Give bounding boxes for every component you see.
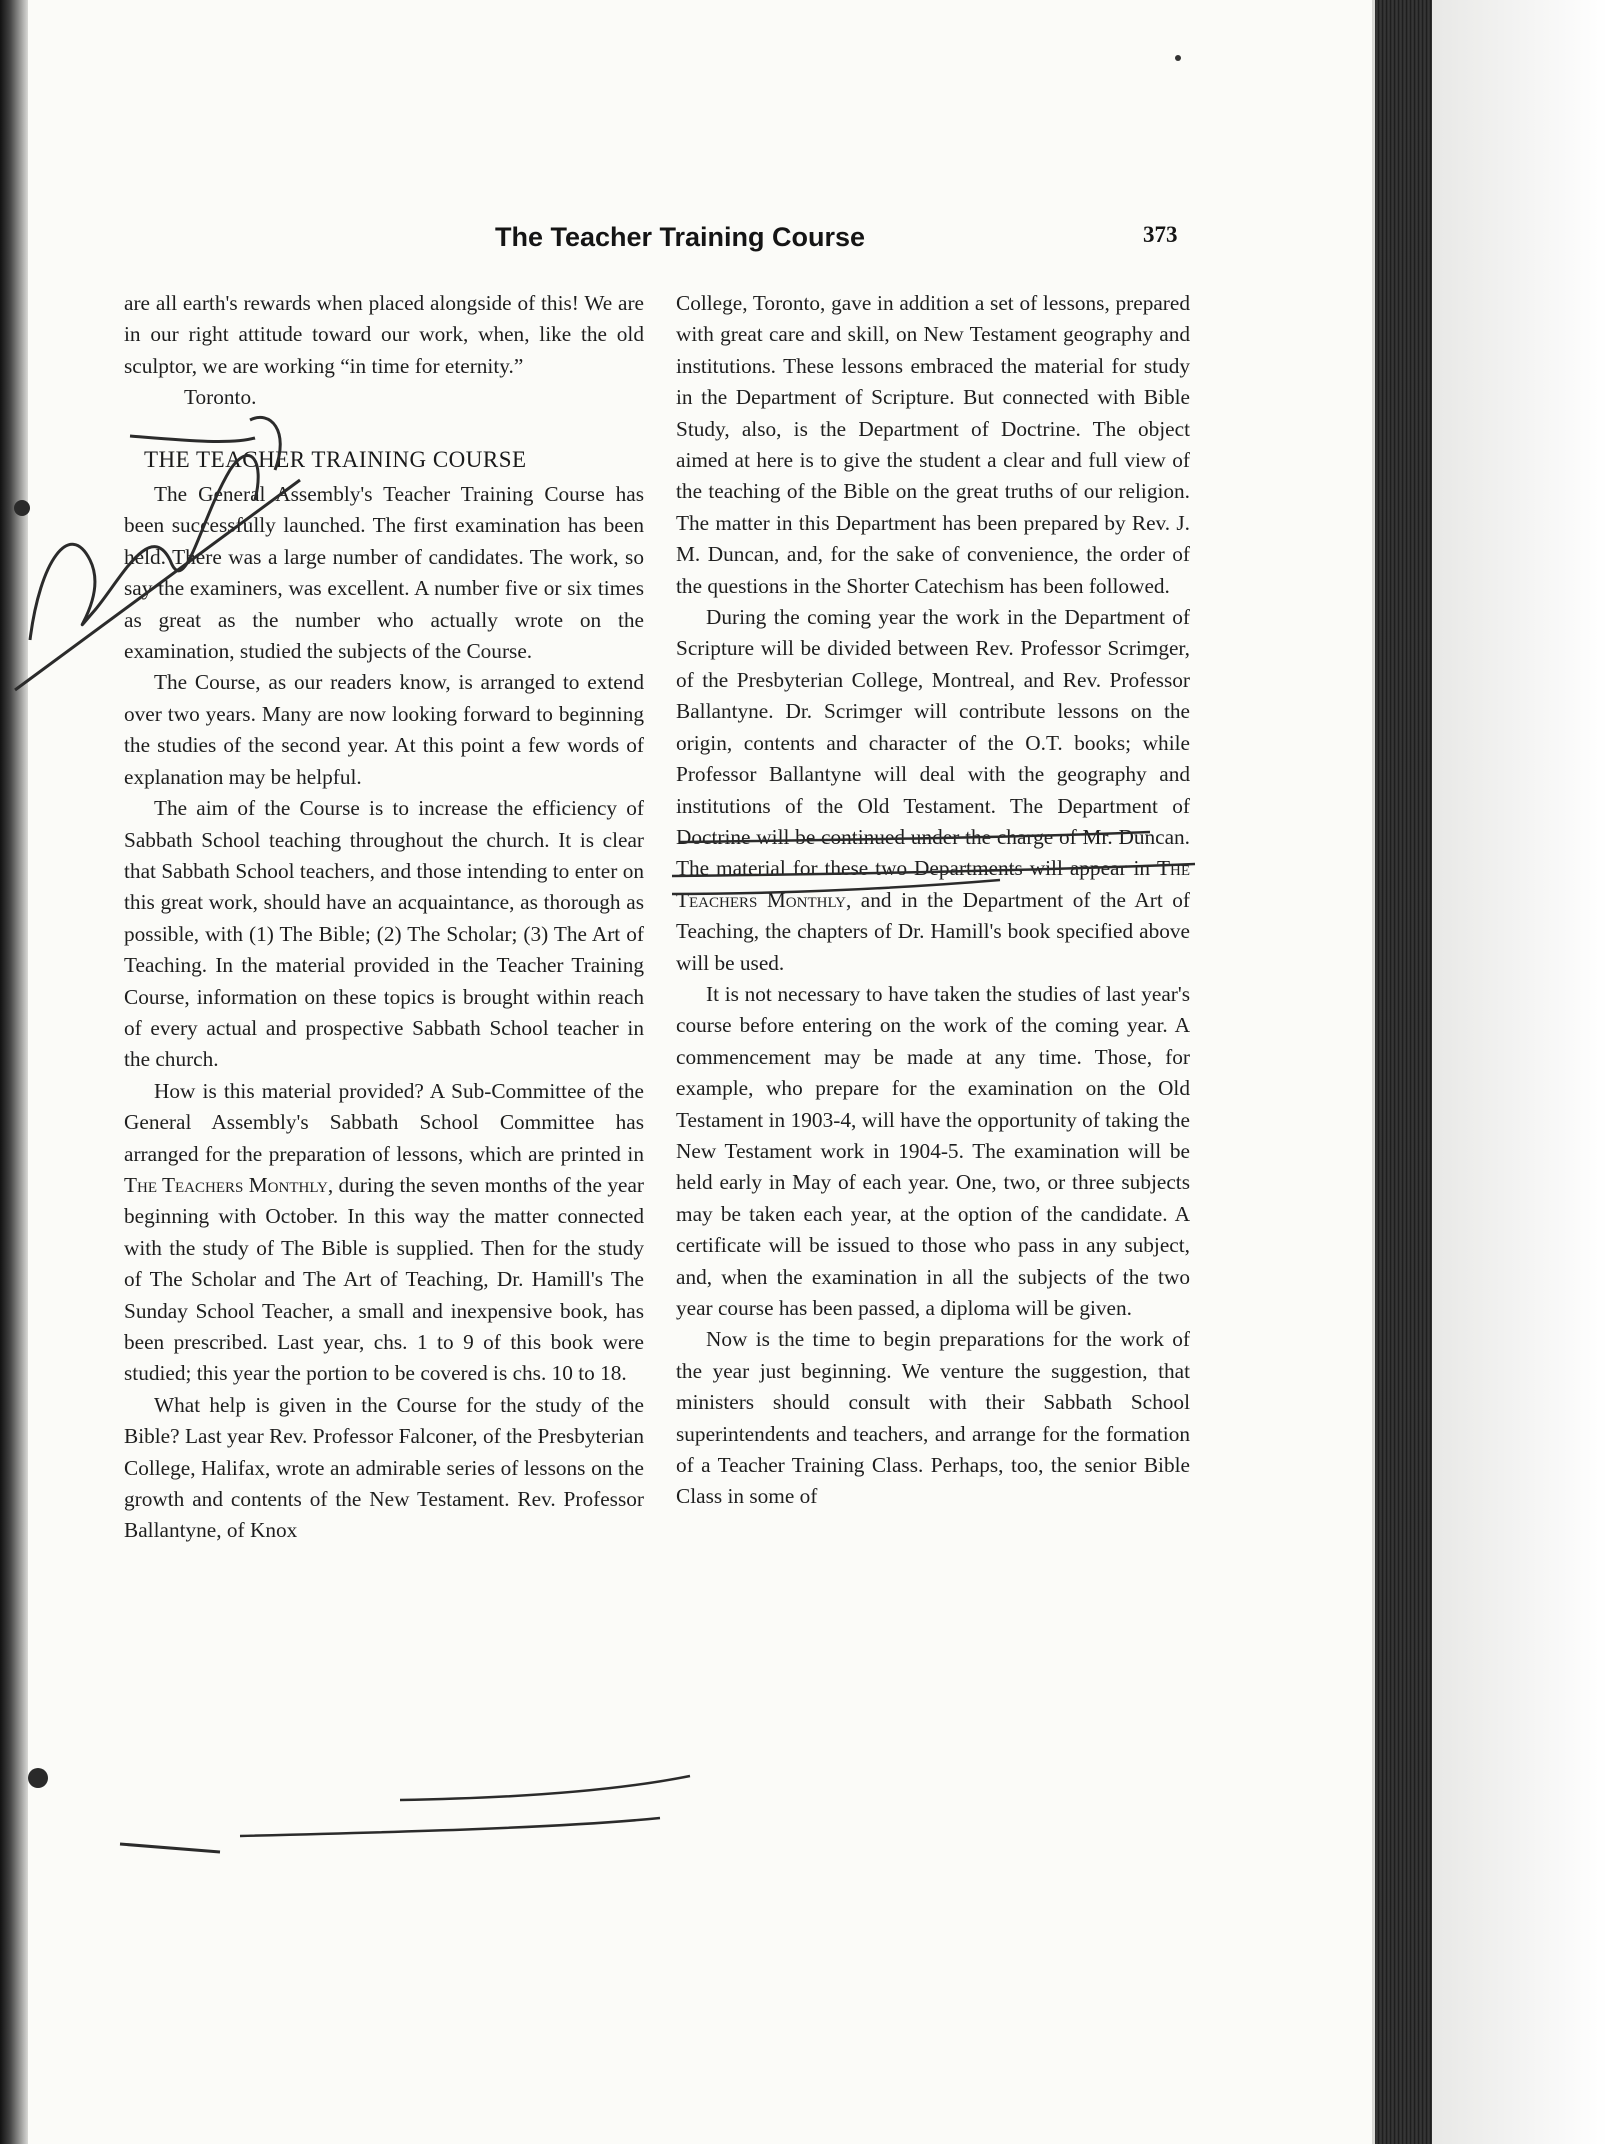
publication-title: The Teachers Monthly	[124, 1172, 328, 1197]
running-title: The Teacher Training Course	[494, 222, 866, 252]
paragraph-continued: College, Toronto, gave in addition a set of lessons, prepared with great care and skill, on New Testament geography and institutions. These lessons embraced the material for study in the Department of Scripture. But connected with Bible Study, also, is the Department of Doctrine. The object aimed at here is to give the student a clear and full view of the teaching of the Bible on the great truths of our religion. The matter in this Department has been prepared by Rev. J. M. Duncan, and, for the sake of convenience, the order of the questions in the Shorter Catechism has been followed.	[676, 291, 1190, 598]
pencil-underline	[400, 1776, 690, 1800]
paragraph	[124, 1076, 644, 1390]
pencil-strike	[120, 1844, 220, 1852]
page-binding-shadow	[0, 0, 28, 2144]
ink-speck	[1175, 55, 1181, 61]
paragraph-continued: are all earth's rewards when placed alongside of this! We are in our right attitude toward our work, when, like the old sculptor, we are working “in time for eternity.”	[124, 291, 644, 378]
section-heading: THE TEACHER TRAINING COURSE	[144, 446, 527, 472]
paragraph: The aim of the Course is to increase the efficiency of Sabbath School teaching throughout the church. It is clear that Sabbath School teachers, and those intending to enter on this great work, should have an acquaintance, as thorough as possible, with (1) The Bible; (2) The Scholar; (3) The Art of Teaching. In the material provided in the Teacher Training Course, information on these topics is brought within reach of every actual and prospective Sabbath School teacher in the church.	[124, 796, 644, 1072]
paragraph-text: How is this material provided? A Sub-Committee of the General Assembly's Sabbath School Committee has arranged for the preparation of lessons, which are printed in	[124, 1078, 644, 1166]
paragraph: Now is the time to begin preparations for the work of the year just beginning. We venture the suggestion, that ministers should consult with their Sabbath School superintendents and teachers, and arrange for the formation of a Teacher Training Class. Perhaps, too, the senior Bible Class in some of	[676, 1327, 1190, 1509]
paragraph: It is not necessary to have taken the studies of last year's course before entering on the work of the coming year. A commencement may be made at any time. Those, for example, who prepare for the examination on the Old Testament in 1903-4, will have the opportunity of taking the New Testament work in 1904-5. The examination will be held early in May of each year. One, two, or three subjects may be taken each year, at the option of the candidate. A certificate will be issued to those who pass in any subject, and, when the examination in all the subjects of the two year course has been passed, a diploma will be given.	[676, 981, 1190, 1320]
paragraph	[676, 602, 1190, 979]
paragraph-text: , and in the Department of the Art of Teaching, the chapters of Dr. Hamill's book specified above will be used.	[676, 887, 1190, 975]
page-number: 373	[1143, 222, 1178, 247]
paragraph: What help is given in the Course for the study of the Bible? Last year Rev. Professor Falconer, of the Presbyterian College, Halifax, wrote an admirable series of lessons on the growth and contents of the New Testament. Rev. Professor Ballantyne, of Knox	[124, 1392, 644, 1543]
left-column	[124, 288, 644, 1547]
paragraph: The General Assembly's Teacher Training Course has been successfully launched. The first examination has been held. There was a large number of candidates. The work, so say the examiners, was excellent. A number five or six times as great as the number who actually wrote on the examination, studied the subjects of the Course.	[124, 482, 644, 664]
right-column	[676, 288, 1190, 1513]
signature-location: Toronto.	[184, 385, 257, 410]
paragraph-text: During the coming year the work in the Department of Scripture will be divided between Rev. Professor Scrimger, of the Presbyterian College, Montreal, and Rev. Professor Ballantyne. Dr. Scrimger will contribute lessons on the origin, contents and character of the O.T. books; while Professor Ballantyne will deal with the geography and institutions of the Old Testament. The Department of Doctrine will be continued under the charge of Mr. Duncan. The material for these two Departments will appear in	[676, 605, 1190, 881]
punch-hole	[28, 1768, 48, 1788]
background-right	[1432, 0, 1608, 2144]
publication-title: The Teachers Monthly	[676, 856, 1191, 912]
paragraph: The Course, as our readers know, is arranged to extend over two years. Many are now looking forward to beginning the studies of the second year. At this point a few words of explanation may be helpful.	[124, 670, 644, 789]
pencil-underline	[240, 1818, 660, 1836]
paragraph-text: , during the seven months of the year beginning with October. In this way the matter connected with the study of The Bible is supplied. Then for the study of The Scholar and The Art of Teaching, Dr. Hamill's The Sunday School Teacher, a small and inexpensive book, has been prescribed. Last year, chs. 1 to 9 of this book were studied; this year the portion to be covered is chs. 10 to 18.	[124, 1172, 644, 1386]
book-page-stack	[1375, 0, 1435, 2144]
